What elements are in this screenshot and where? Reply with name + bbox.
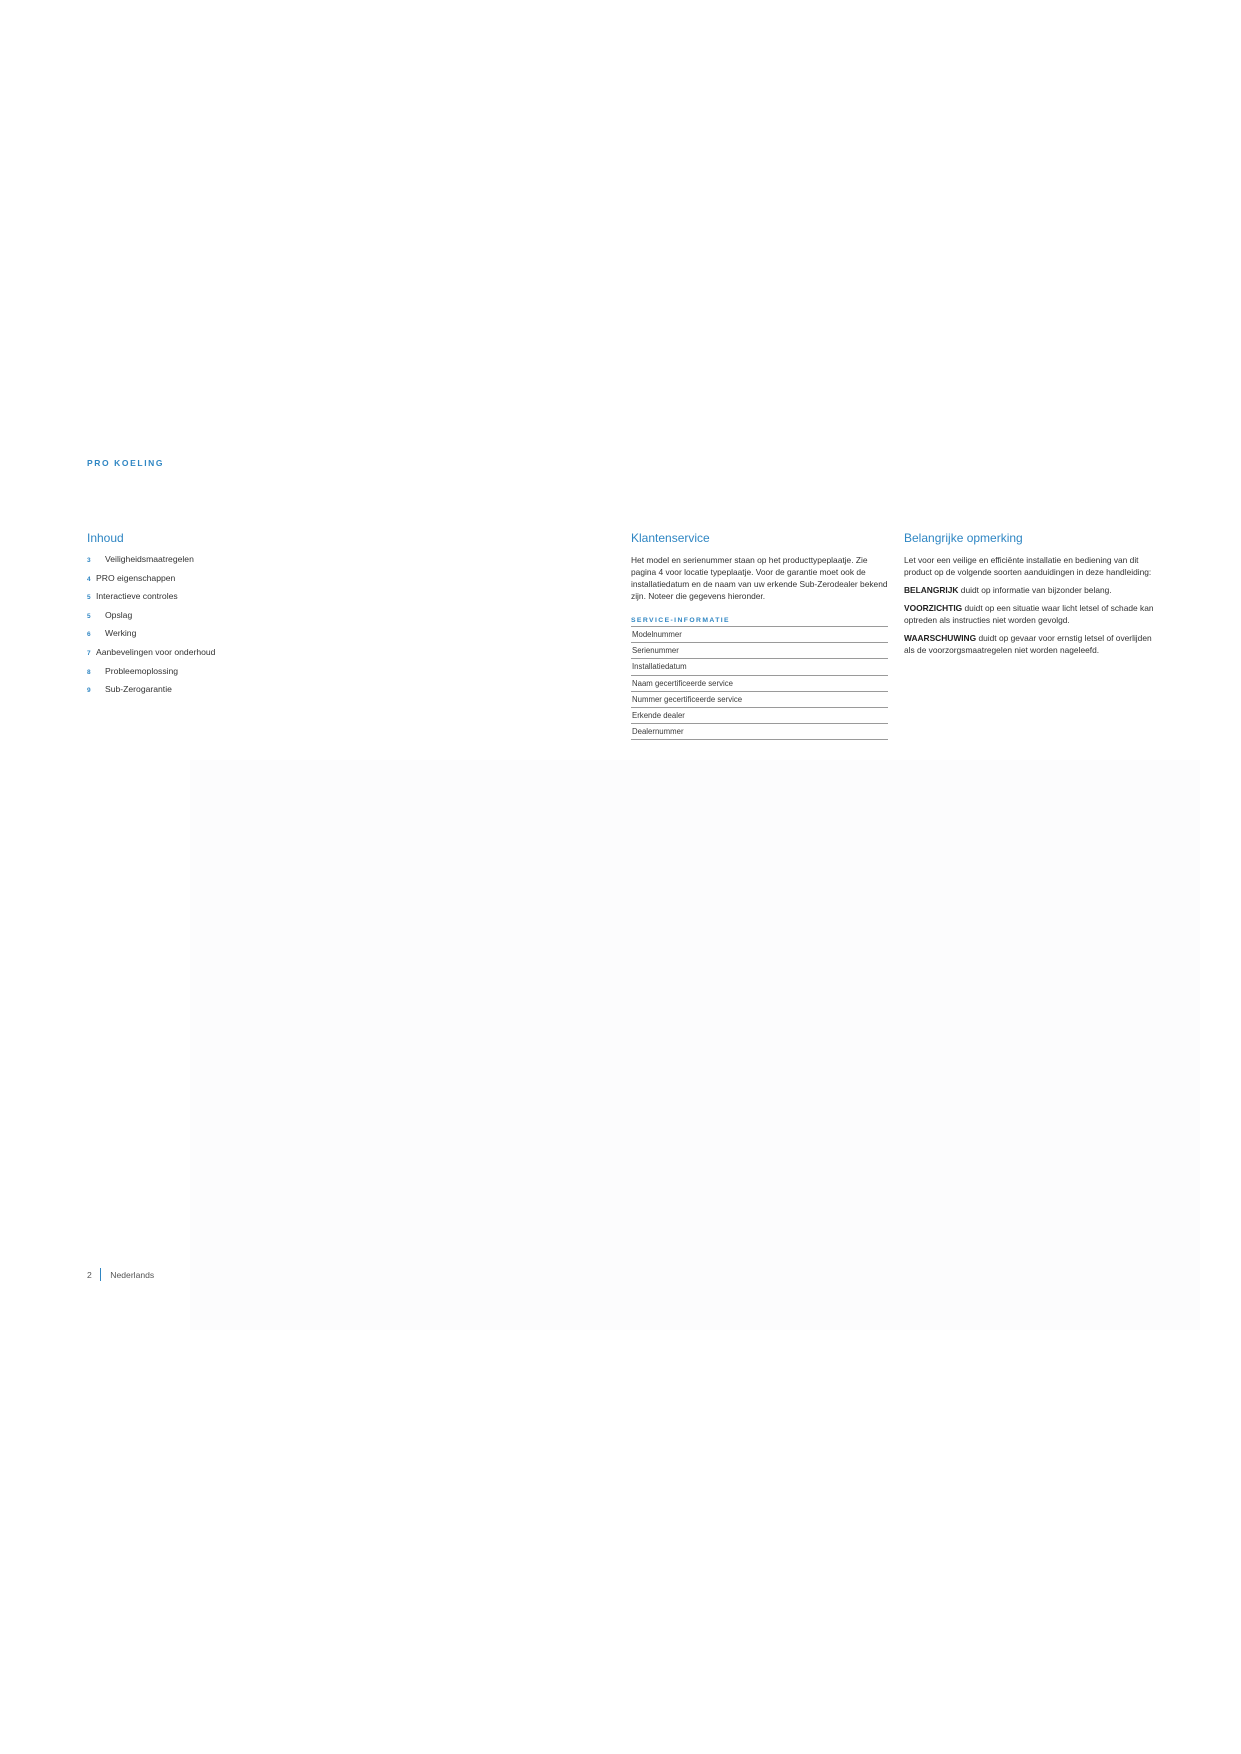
note-caution xyxy=(904,602,1160,626)
service-row-model-number: Modelnummer xyxy=(631,627,888,643)
toc-page-number: 6 xyxy=(87,631,91,639)
toc-page-number: 5 xyxy=(87,612,91,620)
service-row-dealer: Erkende dealer xyxy=(631,708,888,724)
page-footer xyxy=(87,1268,154,1281)
customer-service-title: Klantenservice xyxy=(631,531,710,545)
toc-page-number: 7 xyxy=(87,649,91,657)
footer-divider xyxy=(100,1268,102,1281)
service-row-serial-number: Serienummer xyxy=(631,643,888,659)
toc-page-number: 9 xyxy=(87,687,91,695)
toc-item-label: Aanbevelingen voor onderhoud xyxy=(96,646,216,657)
service-row-certified-service-number: Nummer gecertificeerde service xyxy=(631,692,888,708)
customer-service-section xyxy=(631,531,888,740)
service-info-table xyxy=(631,626,888,740)
service-row-certified-service-name: Naam gecertificeerde service xyxy=(631,676,888,692)
toc-item-label: Werking xyxy=(105,628,137,639)
toc-item[interactable] xyxy=(87,573,347,592)
toc-item[interactable] xyxy=(87,628,347,647)
toc-item[interactable] xyxy=(87,666,347,685)
toc-item[interactable] xyxy=(87,684,347,703)
toc-item[interactable] xyxy=(87,647,347,666)
toc-item-label: Veiligheidsmaatregelen xyxy=(105,554,194,564)
toc-title: Inhoud xyxy=(87,531,124,545)
customer-service-text: Het model en serienummer staan op het producttypeplaatje. Zie pagina 4 voor locatie typeplaatje. Voor de garantie moet ook de installatiedatum en de naam van uw erkende Sub-Zerodealer bekend zijn. Noteer die gegevens hieronder. xyxy=(631,555,888,601)
toc-item-label: Sub-Zerogarantie xyxy=(105,684,172,695)
service-row-dealer-number: Dealernummer xyxy=(631,724,888,740)
toc-section xyxy=(87,531,347,703)
note-term: BELANGRIJK xyxy=(904,585,959,595)
page-number: 2 xyxy=(87,1269,92,1280)
important-note-section xyxy=(904,531,1160,662)
note-text: duidt op een situatie waar licht letsel of schade kan optreden als instructies niet worden gevolgd. xyxy=(904,603,1154,625)
page-background-panel xyxy=(190,760,1200,1330)
toc-item[interactable] xyxy=(87,591,347,610)
toc-item[interactable] xyxy=(87,554,347,573)
toc-page-number: 4 xyxy=(87,575,91,583)
note-text: duidt op gevaar voor ernstig letsel of overlijden als de voorzorgsmaatregelen niet worden nageleefd. xyxy=(904,633,1152,655)
important-note-intro: Let voor een veilige en efficiënte installatie en bediening van dit product op de volgende soorten aanduidingen in deze handleiding: xyxy=(904,555,1152,577)
toc-page-number: 3 xyxy=(87,557,91,564)
footer-language: Nederlands xyxy=(110,1269,155,1280)
toc-page-number: 8 xyxy=(87,668,91,676)
toc-list xyxy=(87,554,347,703)
brand-label: PRO KOELING xyxy=(87,458,165,468)
important-note-title: Belangrijke opmerking xyxy=(904,531,1023,545)
toc-item-label: Probleemoplossing xyxy=(105,665,179,676)
toc-item-label: PRO eigenschappen xyxy=(96,572,176,583)
toc-item-label: Interactieve controles xyxy=(96,591,178,602)
note-term: VOORZICHTIG xyxy=(904,603,963,613)
note-warning xyxy=(904,632,1160,656)
note-term: WAARSCHUWING xyxy=(904,633,977,643)
service-row-installation-date: Installatiedatum xyxy=(631,659,888,675)
note-important xyxy=(904,584,1160,596)
toc-item[interactable] xyxy=(87,610,347,629)
service-info-heading: SERVICE-INFORMATIE xyxy=(631,617,730,624)
toc-page-number: 5 xyxy=(87,594,91,602)
toc-item-label: Opslag xyxy=(105,609,133,620)
note-text: duidt op informatie van bijzonder belang. xyxy=(958,585,1112,595)
